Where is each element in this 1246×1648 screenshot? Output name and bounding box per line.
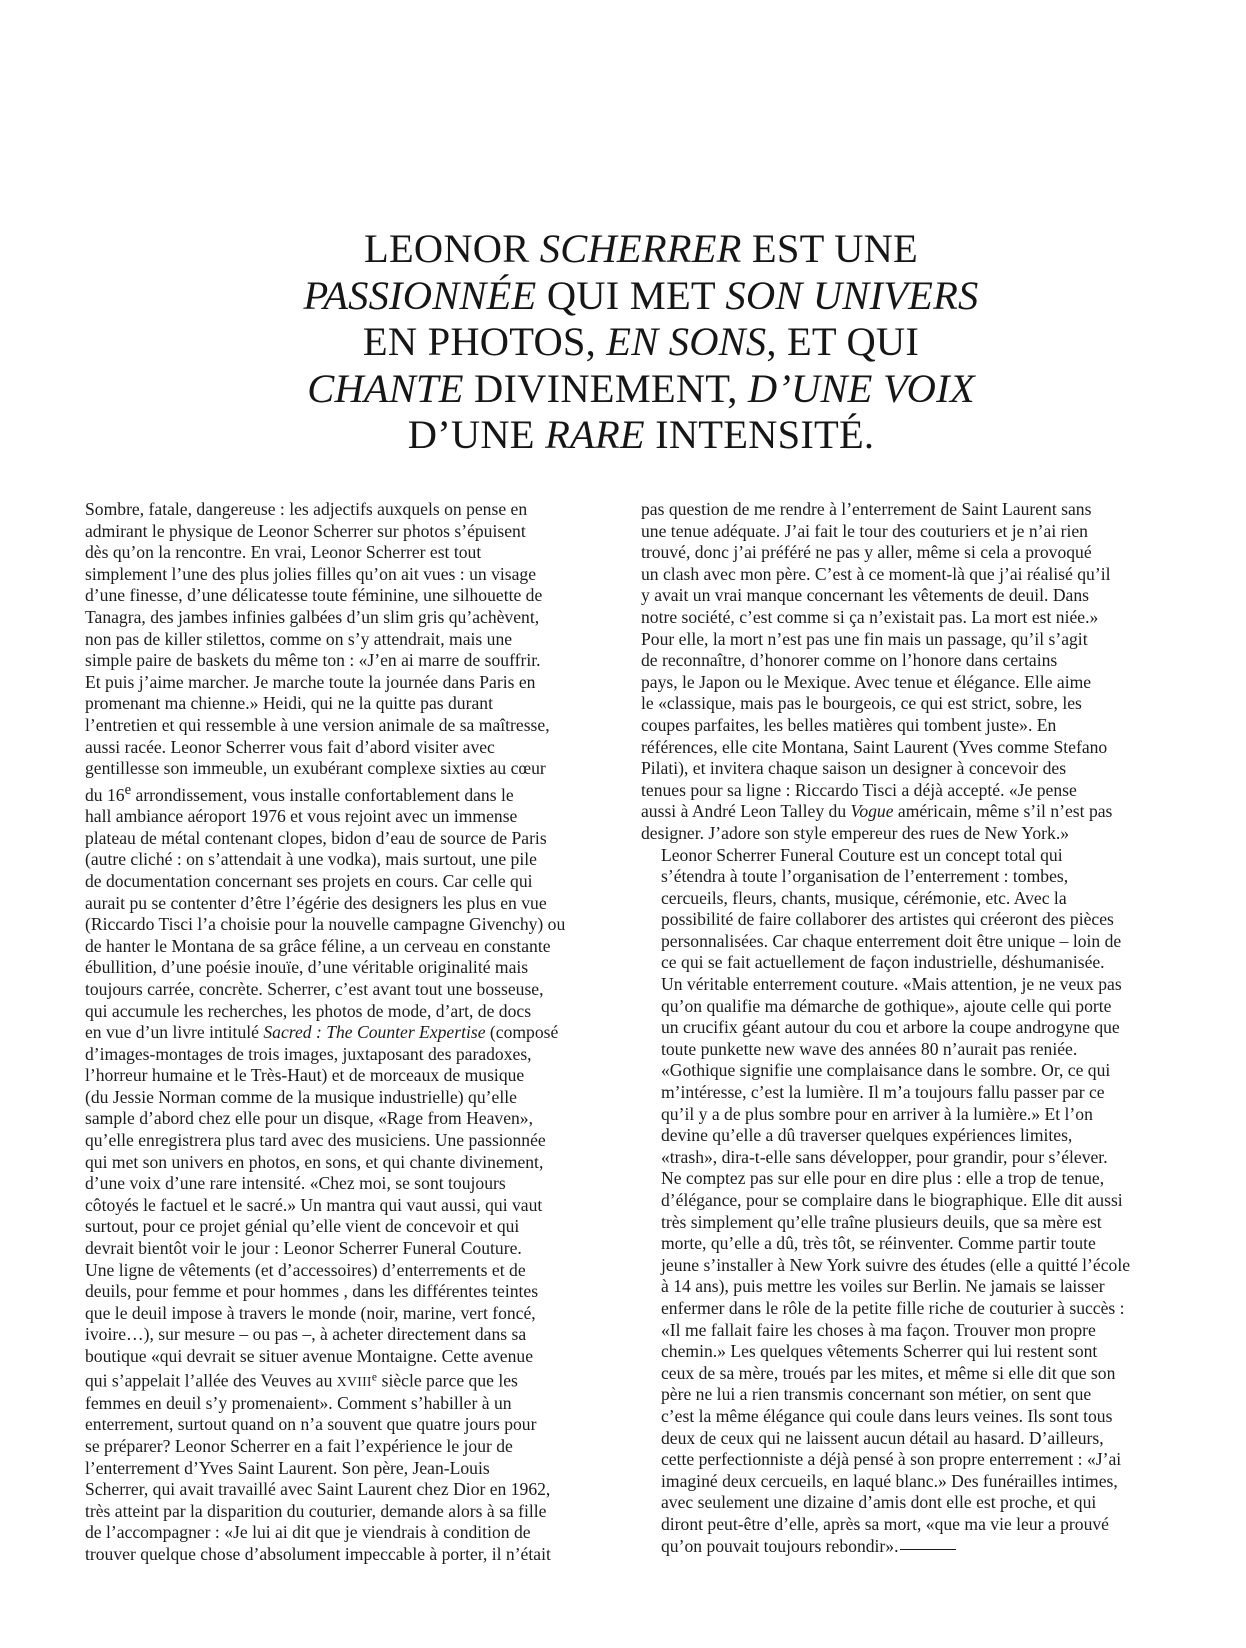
pull-quote-line: D’UNE RARE INTENSITÉ. [407,412,875,457]
text-line: aussi à André Leon Talley du Vogue américain, même s’il n’est pas [641,801,1113,822]
text-line: de l’accompagner : «Je lui ai dit que je viendrais à condition de [85,1522,531,1543]
text-line: notre société, c’est comme si ça n’existait pas. La mort est niée.» [641,606,1099,627]
text-line: personnalisées. Car chaque enterrement doit être unique – loin de [661,930,1122,951]
text-line: c’est la même élégance qui coule dans leurs veines. Ils sont tous [661,1405,1113,1426]
text-line: plateau de métal contenant clopes, bidon d’eau de source de Paris [85,827,547,848]
article-paragraph [85,499,625,1566]
text-line: devine qu’elle a dû traverser quelques expériences limites, [661,1125,1073,1146]
text-line: pas question de me rendre à l’enterrement de Saint Laurent sans [641,499,1092,519]
text-line: simple paire de baskets du même ton : «J’en ai marre de souffrir. [85,650,541,671]
text-line: toute punkette new wave des années 80 n’aurait pas reniée. [661,1038,1078,1059]
text-line: du 16e arrondissement, vous installe confortablement dans le [85,781,514,805]
text-line: deux de ceux qui ne laissent aucun détail au hasard. D’ailleurs, [661,1427,1104,1448]
text-line: qu’on qualifie ma démarche de gothique», ajoute celle qui porte [661,995,1112,1016]
text-line: morte, qu’elle a dû, très tôt, se réinventer. Comme partir toute [661,1233,1096,1254]
end-of-article-rule [900,1549,956,1550]
text-line: de hanter le Montana de sa grâce féline, a un cerveau en constante [85,935,551,956]
text-line: designer. J’adore son style empereur des rues de New York.» [641,822,1070,843]
text-line: Et puis j’aime marcher. Je marche toute la journée dans Paris en [85,671,536,692]
text-line: coupes parfaites, les belles matières qui tombent juste». En [641,714,1057,735]
text-line: qui accumule les recherches, les photos de mode, d’art, de docs [85,1000,532,1021]
text-line: Pour elle, la mort n’est pas une fin mais un passage, qu’il s’agit [641,628,1088,649]
text-line: diront peut-être d’elle, après sa mort, «que ma vie leur a prouvé [661,1513,1109,1534]
text-line: avec seulement une dizaine d’amis dont elle est proche, et qui [661,1492,1097,1513]
text-line: très atteint par la disparition du couturier, demande alors à sa fille [85,1500,547,1521]
text-line: non pas de killer stilettos, comme on s’y attendrait, mais une [85,628,513,649]
text-line: (autre cliché : on s’attendait à une vodka), mais surtout, une pile [85,849,537,870]
text-line: aurait pu se contenter d’être l’égérie des designers les plus en vue [85,892,547,913]
text-line: qu’on pouvait toujours rebondir». [641,1536,1179,1558]
text-line: devrait bientôt voir le jour : Leonor Scherrer Funeral Couture. [85,1238,522,1259]
text-line: (du Jessie Norman comme de la musique industrielle) qu’elle [85,1086,517,1107]
text-line: Scherrer, qui avait travaillé avec Saint Laurent chez Dior en 1962, [85,1479,551,1500]
text-line: très simplement qu’elle traîne plusieurs deuils, que sa mère est [661,1211,1102,1232]
text-line: surtout, pour ce projet génial qu’elle vient de concevoir et qui [85,1216,520,1237]
text-line: Leonor Scherrer Funeral Couture est un concept total qui [661,844,1063,865]
text-line: Un véritable enterrement couture. «Mais attention, je ne veux pas [661,974,1122,995]
text-line: père ne lui a rien transmis concernant son métier, on sent que [661,1384,1092,1405]
article-paragraph [641,499,1179,845]
text-line: l’enterrement d’Yves Saint Laurent. Son père, Jean-Louis [85,1457,490,1478]
text-line: «trash», dira-t-elle sans développer, pour grandir, pour s’élever. [661,1146,1108,1167]
text-line: sample d’abord chez elle pour un disque, «Rage from Heaven», [85,1108,533,1129]
text-line: enfermer dans le rôle de la petite fille riche de couturier à succès : [661,1297,1125,1318]
text-line: qui s’appelait l’allée des Veuves au XVIIIe siècle parce que les [85,1370,518,1391]
text-line: «Il me fallait faire les choses à ma façon. Trouver mon propre [661,1319,1096,1340]
article-paragraph [641,845,1179,1558]
text-line: un clash avec mon père. C’est à ce moment-là que j’ai réalisé qu’il [641,563,1111,584]
pull-quote [262,226,1020,459]
text-line: qu’elle enregistrera plus tard avec des musiciens. Une passionnée [85,1130,546,1151]
text-line: cercueils, fleurs, chants, musique, cérémonie, etc. Avec la [661,887,1067,908]
text-line: trouver quelque chose d’absolument impeccable à porter, il n’était [85,1543,551,1564]
text-line: côtoyés le factuel et le sacré.» Un mantra qui vaut aussi, qui vaut [85,1194,543,1215]
pull-quote-line: CHANTE DIVINEMENT, D’UNE VOIX [307,365,975,411]
text-line: que le deuil impose à travers le monde (noir, marine, vert foncé, [85,1302,536,1323]
text-line: se préparer? Leonor Scherrer en a fait l’expérience le jour de [85,1435,513,1456]
pull-quote-line: EN PHOTOS, EN SONS, ET QUI [362,319,920,364]
text-line: de documentation concernant ses projets en cours. Car celle qui [85,870,533,891]
text-line: d’une voix d’une rare intensité. «Chez moi, se sont toujours [85,1173,506,1194]
text-line: jeune s’installer à New York suivre des études (elle a quitté l’école [661,1254,1131,1275]
text-line: de reconnaître, d’honorer comme on l’honore dans certains [641,650,1058,671]
text-line: aussi racée. Leonor Scherrer vous fait d’abord visiter avec [85,736,495,757]
text-line: Pilati), et invitera chaque saison un designer à concevoir des [641,758,1067,779]
text-line: trouvé, donc j’ai préféré ne pas y aller, même si cela a provoqué [641,542,1092,563]
text-line: le «classique, mais pas le bourgeois, ce qui est strict, sobre, les [641,693,1082,714]
text-line: une tenue adéquate. J’ai fait le tour des couturiers et je n’ai rien [641,520,1088,541]
text-line: ceux de sa mère, troués par les mites, et même si elle dit que son [661,1362,1116,1383]
text-line: Ne comptez pas sur elle pour en dire plus : elle a trop de tenue, [661,1168,1105,1189]
text-line: l’entretien et qui ressemble à une version animale de sa maîtresse, [85,714,550,735]
text-line: Une ligne de vêtements (et d’accessoires) d’enterrements et de [85,1259,526,1280]
article-column-right [641,499,1179,1557]
text-line: y avait un vrai manque concernant les vêtements de deuil. Dans [641,585,1089,606]
text-line: ébullition, d’une poésie inouïe, d’une véritable originalité mais [85,957,529,978]
text-line: toujours carrée, concrète. Scherrer, c’est avant tout une bosseuse, [85,978,544,999]
text-line: promenant ma chienne.» Heidi, qui ne la quitte pas durant [85,693,493,714]
text-line: hall ambiance aéroport 1976 et vous rejoint avec un immense [85,806,518,827]
text-line: femmes en deuil s’y promenaient». Comment s’habiller à un [85,1392,512,1413]
text-line: m’intéresse, c’est la lumière. Il m’a toujours fallu passer par ce [661,1082,1105,1103]
text-line: d’une finesse, d’une délicatesse toute féminine, une silhouette de [85,585,543,606]
text-line: boutique «qui devrait se situer avenue Montaigne. Cette avenue [85,1346,534,1367]
pull-quote-line: PASSIONNÉE QUI MET SON UNIVERS [303,272,979,318]
text-line: qu’il y a de plus sombre pour en arriver à la lumière.» Et l’on [661,1103,1093,1124]
text-line: l’horreur humaine et le Très-Haut) et de morceaux de musique [85,1065,525,1086]
text-line: d’élégance, pour se complaire dans le biographique. Elle dit aussi [661,1190,1123,1210]
text-line: Tanagra, des jambes infinies galbées d’un slim gris qu’achèvent, [85,606,540,627]
text-line: ivoire…), sur mesure – ou pas –, à acheter directement dans sa [85,1324,527,1345]
pull-quote-line: LEONOR SCHERRER EST UNE [364,226,918,271]
text-line: un crucifix géant autour du cou et arbore la coupe androgyne que [661,1017,1120,1038]
text-line: dès qu’on la rencontre. En vrai, Leonor Scherrer est tout [85,542,482,563]
text-line: pays, le Japon ou le Mexique. Avec tenue et élégance. Elle aime [641,671,1092,692]
text-line: chemin.» Les quelques vêtements Scherrer qui lui restent sont [661,1341,1098,1362]
article-column-left [85,499,625,1566]
text-line: deuils, pour femme et pour hommes , dans les différentes teintes [85,1281,539,1302]
text-line: possibilité de faire collaborer des artistes qui créeront des pièces [661,909,1114,930]
text-line: d’images-montages de trois images, juxtaposant des paradoxes, [85,1043,532,1064]
text-line: gentillesse son immeuble, un exubérant complexe sixties au cœur [85,758,546,779]
text-line: cette perfectionniste a déjà pensé à son propre enterrement : «J’ai [661,1449,1122,1470]
text-line: ce qui se fait actuellement de façon industrielle, déshumanisée. [661,952,1105,973]
text-line: qui met son univers en photos, en sons, et qui chante divinement, [85,1151,544,1172]
text-line: enterrement, surtout quand on n’a souvent que quatre jours pour [85,1414,537,1435]
text-line: Sombre, fatale, dangereuse : les adjectifs auxquels on pense en [85,499,528,519]
text-line: à 14 ans), puis mettre les voiles sur Berlin. Ne jamais se laisser [661,1276,1105,1297]
text-line: en vue d’un livre intitulé Sacred : The Counter Expertise (composé [85,1022,559,1043]
text-line: références, elle cite Montana, Saint Laurent (Yves comme Stefano [641,736,1108,757]
text-line: simplement l’une des plus jolies filles qu’on ait vues : un visage [85,563,537,584]
text-line: admirant le physique de Leonor Scherrer sur photos s’épuisent [85,520,526,541]
text-line: s’étendra à toute l’organisation de l’enterrement : tombes, [661,866,1069,887]
text-line: imaginé deux cercueils, en laqué blanc.» Des funérailles intimes, [661,1470,1118,1491]
text-line: «Gothique signifie une complaisance dans le sombre. Or, ce qui [661,1060,1111,1081]
text-line: tenues pour sa ligne : Riccardo Tisci a déjà accepté. «Je pense [641,779,1077,800]
text-line: (Riccardo Tisci l’a choisie pour la nouvelle campagne Givenchy) ou [85,914,566,935]
